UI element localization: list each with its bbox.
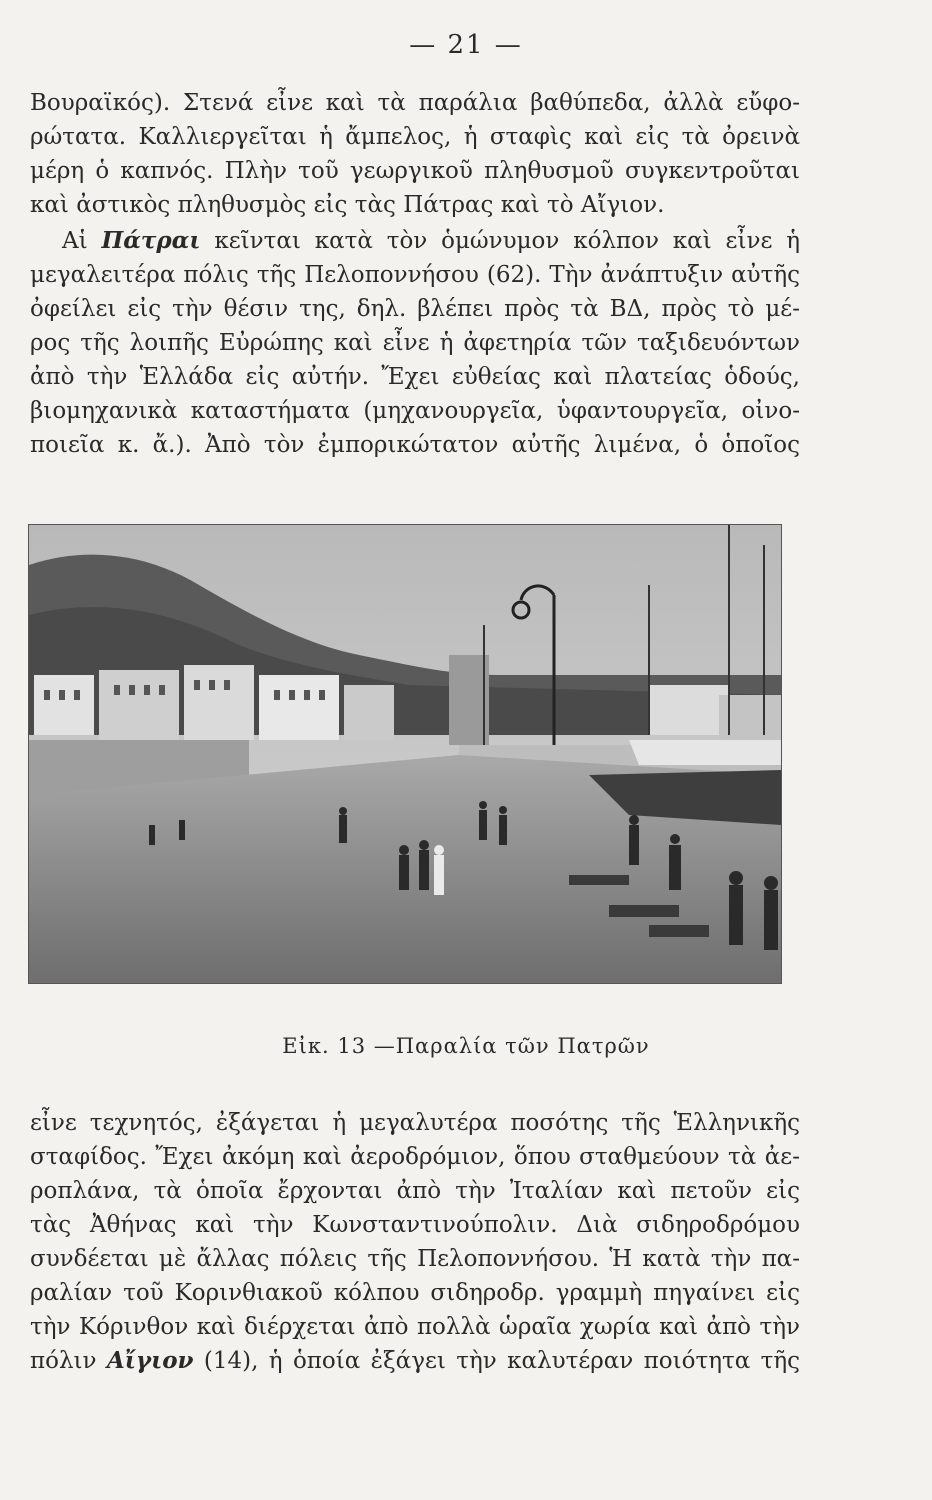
paragraph-harbor	[30, 1106, 800, 1378]
text-line: ἀπὸ τὴν Ἑλλάδα εἰς αὐτήν. Ἔχει εὐθείας καὶ πλατείας ὁδούς,	[30, 364, 800, 390]
page-number: — 21 —	[409, 30, 523, 60]
text-line	[30, 224, 800, 258]
text-line: ροπλάνα, τὰ ὁποῖα ἔρχονται ἀπὸ τὴν Ἰταλίαν καὶ πετοῦν εἰς	[30, 1178, 800, 1204]
text-line: σταφίδος. Ἔχει ἀκόμη καὶ ἀεροδρόμιον, ὅπου σταθμεύουν τὰ ἀε-	[30, 1144, 800, 1170]
text-line: συνδέεται μὲ ἄλλας πόλεις τῆς Πελοποννήσου. Ἡ κατὰ τὴν πα-	[30, 1246, 800, 1272]
text-line: εἶνε τεχνητός, ἐξάγεται ἡ μεγαλυτέρα ποσότης τῆς Ἑλληνικῆς	[30, 1110, 800, 1136]
text-line: ρώτατα. Καλλιεργεῖται ἡ ἄμπελος, ἡ σταφὶς καὶ εἰς τὰ ὀρεινὰ	[30, 124, 800, 150]
place-name-aigion: Αἴγιον	[106, 1347, 194, 1374]
text-fragment: (14), ἡ ὁποία ἐξάγει τὴν καλυτέραν ποιότητα τῆς	[193, 1348, 800, 1374]
text-fragment: κεῖνται κατὰ τὸν ὁμώνυμον κόλπον καὶ εἶνε ἡ	[200, 228, 800, 254]
text-line: ρος τῆς λοιπῆς Εὐρώπης καὶ εἶνε ἡ ἀφετηρία τῶν ταξιδευόντων	[30, 330, 800, 356]
text-line: βιομηχανικὰ καταστήματα (μηχανουργεῖα, ὑφαντουργεῖα, οἰνο-	[30, 398, 800, 424]
text-line: μεγαλειτέρα πόλις τῆς Πελοποννήσου (62). Τὴν ἀνάπτυξιν αὐτῆς	[30, 262, 800, 288]
paragraph-intro	[30, 86, 800, 222]
text-line: ραλίαν τοῦ Κορινθιακοῦ κόλπου σιδηροδρ. γραμμὴ πηγαίνει εἰς	[30, 1280, 800, 1306]
text-line: καὶ ἀστικὸς πληθυσμὸς εἰς τὰς Πάτρας καὶ τὸ Αἴγιον.	[30, 192, 665, 218]
text-line: ὀφείλει εἰς τὴν θέσιν της, δηλ. βλέπει πρὸς τὰ ΒΔ, πρὸς τὸ μέ-	[30, 296, 800, 322]
text-line	[30, 1344, 800, 1378]
paragraph-patras	[30, 224, 800, 462]
figure-caption: Εἰκ. 13 —Παραλία τῶν Πατρῶν	[282, 1034, 650, 1058]
text-line: τὴν Κόρινθον καὶ διέρχεται ἀπὸ πολλὰ ὡραῖα χωρία καὶ ἀπὸ τὴν	[30, 1314, 800, 1340]
place-name-patras: Πάτραι	[101, 227, 201, 254]
text-fragment: Αἱ	[62, 228, 102, 254]
text-fragment: πόλιν	[30, 1348, 107, 1374]
harbor-photo-illustration	[29, 525, 781, 983]
text-line: τὰς Ἀθήνας καὶ τὴν Κωνσταντινούπολιν. Διὰ σιδηροδρόμου	[30, 1212, 800, 1238]
harbor-photograph	[28, 524, 782, 984]
text-line: μέρη ὁ καπνός. Πλὴν τοῦ γεωργικοῦ πληθυσμοῦ συγκεντροῦται	[30, 158, 800, 184]
text-line: ποιεῖα κ. ἄ.). Ἀπὸ τὸν ἐμπορικώτατον αὐτῆς λιμένα, ὁ ὁποῖος	[30, 432, 800, 458]
text-line: Βουραϊκός). Στενά εἶνε καὶ τὰ παράλια βαθύπεδα, ἀλλὰ εὔφο-	[30, 90, 800, 116]
